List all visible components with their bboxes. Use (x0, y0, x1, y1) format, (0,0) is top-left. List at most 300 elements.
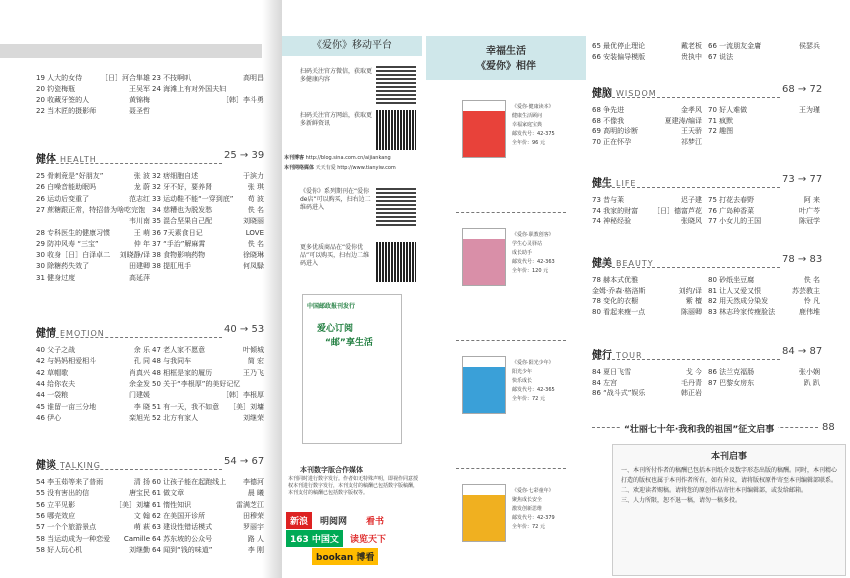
toc-entry (592, 207, 702, 216)
entry-author: 刘继荣 (243, 413, 264, 422)
entry-author: 叶广芩 (799, 206, 820, 215)
entry-title: 56 哪壳效应 (36, 511, 76, 520)
entry-title: 64 苏东坡的公众号 (152, 534, 213, 543)
entry-author: 刘继勤 (129, 545, 150, 554)
entry-title: 69 高明的诊断 (592, 127, 639, 135)
toc-entry (708, 117, 820, 126)
entry-author: 阿 来 (803, 196, 820, 204)
entry-title: 66 一流朋友金庸 (708, 42, 762, 50)
section-range-wisdom: 68 → 72 (782, 84, 823, 95)
entry-author: ［日］德富芦花 (653, 206, 702, 215)
section-title-health: 健体 HEALTH (36, 154, 97, 165)
toc-entry (708, 287, 820, 296)
web-media-line: 本刊网络媒体 天天有爱 http://www.tianyiw.com (284, 165, 396, 171)
entry-title: 78 赫本式优雅 (592, 276, 639, 284)
page-gutter (262, 0, 282, 578)
entry-title: 27 蔗糖跟正常，特招普为啥吃完饱 (36, 205, 146, 214)
toc-entry (708, 308, 820, 317)
entry-author: 侯瑟兵 (799, 42, 820, 50)
toc-entry (152, 217, 264, 226)
toc-entry (708, 207, 820, 216)
wechat-text: 扫码关注官方微信，获取更多健康内容 (300, 68, 373, 83)
entry-author: 王天骄 (681, 127, 702, 135)
entry-author: 田穆荣 (243, 511, 264, 520)
entry-author: 毛丹青 (681, 378, 702, 387)
entry-title: 72 趣图 (708, 127, 734, 135)
entry-author: 刘晓静/译 (119, 251, 150, 260)
entry-author: 苟 波 (247, 194, 264, 203)
magazine-title: 《爱你·阳光少年》 (512, 360, 554, 366)
section-range-health: 25 → 39 (224, 150, 265, 161)
magazine-d2: 激发创新思维 (512, 506, 543, 512)
entry-title: 70 好人难做 (708, 106, 748, 114)
entry-title: 38 提肛甩手 (152, 262, 192, 271)
section-rule (592, 267, 780, 268)
entry-title: 31 健身过度 (36, 273, 76, 282)
toc-entry (152, 414, 264, 423)
toc-entry (592, 42, 702, 51)
magazine-d1: 阳光少年 (512, 369, 533, 375)
entry-author: 田建卿 (129, 262, 150, 271)
magazine-d4: 全年价：72 元 (512, 524, 545, 530)
toc-entry (708, 368, 820, 377)
entry-author: 张 波 (133, 172, 150, 180)
toc-entry (592, 106, 702, 115)
toc-entry (152, 85, 264, 94)
toc-entry (36, 546, 150, 555)
entry-title: 金姆·乔森·格洛斯 (592, 286, 646, 295)
section-range-beauty: 78 → 83 (782, 254, 823, 265)
entry-author: 李 晓 (133, 402, 150, 411)
magazine-divider (456, 468, 566, 469)
entry-author: 于滨力 (243, 172, 264, 180)
toc-entry (152, 403, 264, 412)
entry-author: 高延萍 (129, 273, 150, 282)
toc-entry (36, 369, 150, 378)
entry-author: ［韩］李斗勇 (222, 96, 264, 104)
entry-title: 48 与我同车 (152, 357, 192, 366)
entry-author: Camille (123, 534, 150, 543)
entry-author: 萌 萩 (133, 523, 150, 532)
magazine-family-panel (426, 36, 586, 578)
toc-entry (152, 501, 264, 510)
top-bar (0, 44, 276, 58)
notice-title: 本刊启事 (710, 452, 747, 462)
magazine-cover (462, 484, 506, 542)
magazine-d2: 幸福家庭宝典 (512, 122, 543, 128)
entry-author: 晨 曦 (247, 489, 264, 498)
magazine-title: 《爱你·职教创客》 (512, 232, 554, 238)
entry-author: 戴老板 (681, 42, 702, 50)
entry-title: 80 砂纸坐豆腐 (708, 276, 755, 284)
toc-entry (36, 251, 150, 260)
entry-title: 38 食物影响药物 (152, 251, 206, 260)
toc-entry (36, 229, 150, 238)
entry-title: 22 当木匠的摄影师 (36, 107, 97, 115)
section-rule (36, 337, 222, 338)
toc-entry (36, 346, 150, 355)
magazine-d3: 邮发代号：42-375 (512, 131, 555, 137)
entry-title: 77 小女儿的王国 (708, 217, 762, 225)
platform-title: 《爱你》移动平台 (282, 36, 422, 56)
toc-entry (36, 357, 150, 366)
entry-title: 56 立平见影 (36, 500, 76, 509)
toc-entry (36, 501, 150, 510)
entry-title: 83 林志玲家传瘦脸法 (708, 307, 776, 316)
toc-entry (152, 346, 264, 355)
notice-box (612, 444, 846, 576)
entry-title: 71 疯默 (708, 116, 734, 125)
magazine-d1: 学生心灵驿站 (512, 241, 543, 247)
toc-entry (152, 489, 264, 498)
entry-title: 20 收藏牙签的人 (36, 96, 90, 104)
toc-entry (592, 297, 702, 306)
entry-title: 75 打花去春野 (708, 196, 755, 204)
postal-ad (302, 294, 402, 444)
entry-author: 刘晓丽 (243, 217, 264, 226)
entry-author: 孔 同 (133, 357, 150, 366)
section-rule (592, 187, 780, 188)
entry-author: 王吴军 (129, 85, 150, 93)
magazine-d3: 邮发代号：42-363 (512, 259, 555, 265)
blog-line: 本刊博客 http://blog.sina.com.cn/aijiankang (284, 155, 391, 161)
section-range-talking: 54 → 67 (224, 456, 265, 467)
entry-author: 何凤騄 (243, 262, 264, 271)
notice-body (613, 462, 845, 510)
toc-entry (592, 53, 702, 62)
section-rule (592, 97, 780, 98)
entry-title: 86 法兰克福肠 (708, 368, 755, 376)
postal-slogan-2: “邮”享生活 (325, 338, 373, 348)
entry-author: 张小娴 (799, 368, 820, 376)
toc-entry (152, 512, 264, 521)
toc-entry (152, 206, 264, 215)
entry-author: 佚 名 (247, 205, 264, 214)
shop-text: 《爱你》系列期刊在“爱你de店”可以购买，扫右边二维码进入 (300, 188, 371, 211)
toc-entry (592, 389, 702, 398)
toc-entry (36, 380, 150, 389)
entry-author: 雷满芝江 (236, 500, 264, 509)
magazine-d3: 邮发代号：42-379 (512, 515, 555, 521)
entry-title: 34 慈糟也为脱发愁 (152, 205, 213, 214)
toc-entry (36, 512, 150, 521)
logo-163: 163 中国文 (286, 530, 343, 547)
toc-entry (592, 196, 702, 205)
essay-page: 88 (822, 422, 835, 433)
toc-entry (592, 379, 702, 388)
entry-title: 74 我家的财富 (592, 206, 639, 215)
entry-author: 李 刚 (247, 545, 264, 554)
toc-entry (36, 535, 150, 544)
entry-author: 范志红 (129, 194, 150, 203)
entry-title: 55 没有害出的信 (36, 489, 90, 498)
entry-author: 清 扬 (133, 478, 150, 486)
logo-bookan: bookan 博看 (312, 548, 378, 565)
toc-entry (36, 74, 150, 83)
entry-title: 51 有一天，我不如意 (152, 402, 220, 411)
section-range-emotion: 40 → 53 (224, 324, 265, 335)
family-header: 幸福生活 《爱你》相伴 (426, 36, 586, 80)
entry-author: ［美］刘墉 (229, 402, 264, 411)
entry-title: 67 说法 (708, 53, 734, 61)
toc-entry (36, 240, 150, 249)
entry-title: 48 相框是家的履历 (152, 368, 213, 377)
toc-entry (708, 297, 820, 306)
entry-author: 高明昌 (243, 74, 264, 82)
entry-title: 36 7天素食日记 (152, 228, 203, 237)
magazine-d4: 全年价：120 元 (512, 268, 549, 274)
section-range-life: 73 → 77 (782, 174, 823, 185)
entry-title: 52 北方有家人 (152, 413, 199, 422)
entry-title: 73 昔与莱 (592, 196, 625, 204)
postal-logo: 中国邮政报刊发行 (307, 303, 356, 310)
entry-title: 68 不像我 (592, 116, 625, 125)
magazine-divider (456, 212, 566, 213)
entry-title: 23 不技啊叭 (152, 74, 192, 82)
toc-entry (152, 369, 264, 378)
entry-author: 张 琪 (247, 183, 264, 192)
magazine-d4: 全年价：72 元 (512, 396, 545, 402)
section-rule (592, 359, 780, 360)
notice-p3: 三、人力所限，恕不退一稿，请勿一稿多投。 (621, 497, 742, 504)
magazine-cover (462, 228, 506, 286)
toc-entry (36, 262, 150, 271)
entry-author: 怜 凡 (803, 297, 820, 305)
entry-title: 84 夏日飞雪 (592, 368, 632, 376)
entry-author: ［韩］李根厚 (222, 391, 264, 400)
toc-entry (152, 183, 264, 192)
entry-author: 趴 趴 (803, 378, 820, 387)
toc-entry (36, 172, 150, 181)
toc-entry (152, 240, 264, 249)
section-title-wisdom: 健脑 WISDOM (592, 88, 657, 99)
entry-title: 70 正在怀孕 (592, 137, 632, 146)
entry-title: 57 一个个旅游景点 (36, 523, 97, 532)
toc-entry (36, 274, 150, 283)
toc-entry (708, 53, 820, 62)
entry-author: ［日］河合隼雄 (101, 74, 150, 82)
entry-author: 聂圣哲 (129, 107, 150, 115)
toc-entry (36, 183, 150, 192)
toc-entry (152, 478, 264, 487)
toc-entry (592, 368, 702, 377)
entry-title: 54 李玉茹等来了普雨 (36, 478, 104, 486)
entry-author: 路 人 (247, 534, 264, 543)
media-text: 本刊同时进行数字发行。作者如无特殊声明，即视作同意授权本刊进行数字发行，本刊支付的稿酬已包括数字版稿酬，本刊支付的稿酬已包括数字版权等。 (288, 476, 419, 496)
entry-author: 叶倾城 (243, 346, 264, 354)
entry-title: 44 一袋粮 (36, 391, 69, 400)
entry-title: 64 闻到“钱的味道” (152, 545, 213, 554)
toc-entry (592, 117, 702, 126)
entry-title: 42 草帽歌 (36, 368, 69, 377)
toc-entry (36, 107, 150, 116)
entry-title: 33 运动鞋不能“一穿到底” (152, 194, 234, 203)
entry-title: 44 给你农夫 (36, 379, 76, 388)
entry-author: 王乃飞 (243, 368, 264, 377)
toc-entry (152, 357, 264, 366)
logo-dulan: 读览天下 (350, 535, 387, 545)
entry-author: 迟子建 (681, 196, 702, 204)
toc-entry (708, 127, 820, 136)
toc-entry (36, 478, 150, 487)
toc-entry (592, 287, 702, 296)
entry-author: 仲 年 (133, 239, 150, 248)
entry-author: 龙 蔚 (133, 183, 150, 192)
shop-qr-icon (376, 186, 416, 226)
toc-entry (708, 196, 820, 205)
entry-title: 37 “手治”解麻霄 (152, 239, 206, 248)
toc-entry (708, 217, 820, 226)
entry-title: 58 当运动成为一种恋爱 (36, 534, 111, 543)
entry-author: 张晓风 (681, 217, 702, 225)
entry-title: 78 变化的衣橱 (592, 297, 639, 305)
entry-author: 韦川南 (129, 217, 150, 226)
entry-author: 陈冠学 (799, 217, 820, 225)
toc-entry (708, 106, 820, 115)
entry-author: 金孝风 (681, 106, 702, 114)
entry-title: 60 让孩子能在起跑线上 (152, 478, 227, 486)
entry-title: 76 广岛种香菜 (708, 206, 755, 215)
entry-title: 32 痞细胞自述 (152, 172, 199, 180)
goods-text: 更多优质商品在“爱你优品”可以购买，扫右边二维码进入 (300, 244, 370, 267)
entry-title: 81 让人又爱又恨 (708, 286, 762, 295)
toc-entry (36, 206, 150, 215)
entry-title: 26 白噪音能助眠吗 (36, 183, 97, 192)
entry-title: 20 钓瓷梅瓶 (36, 85, 76, 93)
toc-entry (708, 379, 820, 388)
postal-slogan-1: 爱心订阅 (317, 324, 354, 334)
entry-author: 罗丽宇 (243, 523, 264, 532)
toc-entry (152, 546, 264, 555)
entry-title: 50 关于“李根厚”的美好记忆 (152, 379, 241, 388)
entry-title: 26 运动后变重了 (36, 194, 90, 203)
entry-author: 紫 檀 (685, 297, 702, 305)
toc-entry (152, 229, 264, 238)
toc-entry (592, 308, 702, 317)
entry-title: 61 惰性知识 (152, 500, 192, 509)
entry-author: 戈 今 (685, 368, 702, 376)
section-title-beauty: 健美 BEAUTY (592, 258, 654, 269)
entry-author: 佚 名 (247, 239, 264, 248)
magazine-cover (462, 356, 506, 414)
toc-entry (592, 276, 702, 285)
entry-author: 余金发 (129, 379, 150, 388)
toc-entry (36, 403, 150, 412)
entry-author: 唐宝民 (129, 489, 150, 498)
section-range-tour: 84 → 87 (782, 346, 823, 357)
toc-entry (152, 74, 264, 83)
entry-author: 刘约/译 (678, 286, 702, 295)
toc-entry (152, 195, 264, 204)
toc-entry (36, 195, 150, 204)
entry-title: 32 牙不好，要养肾 (152, 183, 213, 192)
section-title-talking: 健谈 TALKING (36, 460, 101, 471)
website-text: 扫码关注官方网站，获取更多新鲜资讯 (300, 112, 373, 127)
toc-entry (36, 489, 150, 498)
entry-title: 42 与妈妈相爱相斗 (36, 357, 97, 366)
entry-title: 46 伊心 (36, 413, 62, 422)
toc-entry (708, 276, 820, 285)
magazine-d1: 健康生活顾问 (512, 113, 543, 119)
entry-author: 韩正岩 (681, 389, 702, 397)
entry-author: 贵执中 (681, 53, 702, 61)
entry-title: 45 谁留一亩三分地 (36, 402, 97, 411)
media-title: 本刊数字版合作媒体 (300, 466, 363, 474)
entry-title: 47 老人家不愿意 (152, 346, 206, 354)
entry-title: 24 海滩上有对外国夫妇 (152, 85, 227, 93)
logo-kanshu: 看书 (366, 517, 385, 527)
toc-entry (36, 96, 150, 105)
magazine-divider (456, 340, 566, 341)
section-title-tour: 健行 TOUR (592, 350, 643, 361)
magazine-d4: 全年价：96 元 (512, 140, 545, 146)
entry-author: 黄锦梅 (129, 96, 150, 104)
entry-title: 74 神秘经验 (592, 217, 632, 225)
entry-author: 文 翰 (133, 511, 150, 520)
entry-title: 28 专科医生的健康习惯 (36, 228, 111, 237)
essay-banner: “壮丽七十年·我和我的祖国”征文启事 (620, 422, 778, 435)
toc-entry (36, 523, 150, 532)
entry-title: 84 左宫 (592, 378, 618, 387)
entry-author: 门建媛 (129, 391, 150, 400)
entry-title: 61 做文章 (152, 489, 185, 498)
logo-mingyue: 明阅网 (320, 517, 348, 527)
entry-author: 徐晓琳 (243, 251, 264, 260)
magazine-d2: 成长助手 (512, 250, 533, 256)
entry-author: 栾旭光 (129, 413, 150, 422)
entry-title: 82 用天然成分染发 (708, 297, 769, 305)
toc-entry (592, 217, 702, 226)
entry-author: ［美］刘墉 (115, 500, 150, 509)
toc-entry (152, 523, 264, 532)
entry-title: 58 好人玩心机 (36, 545, 83, 554)
toc-entry (152, 380, 264, 389)
entry-title: 65 最优停止理论 (592, 42, 646, 50)
toc-entry (152, 535, 264, 544)
entry-title: 86 “战斗式”娱乐 (592, 389, 646, 397)
entry-author: 佚 名 (803, 276, 820, 284)
entry-author: 鹿伟堆 (799, 307, 820, 316)
entry-author: 苏芸教主 (792, 286, 820, 295)
toc-entry (592, 127, 702, 136)
entry-title: 29 防冲风寿 “三宝” (36, 239, 99, 248)
toc-entry (36, 414, 150, 423)
entry-title: 62 在美国开诊所 (152, 511, 206, 520)
magazine-d1: 聚焦成长安全 (512, 497, 543, 503)
section-title-life: 健生 LIFE (592, 178, 637, 189)
logo-sina: 新浪 (286, 512, 312, 529)
toc-entry (152, 251, 264, 260)
entry-author: 余 乐 (133, 346, 150, 354)
entry-author: 祁梦江 (681, 137, 702, 146)
entry-title: 40 父子之战 (36, 346, 76, 354)
entry-author: 夏建涛/编译 (664, 116, 702, 125)
entry-author: LOVE (245, 228, 264, 237)
section-rule (36, 469, 222, 470)
entry-title: 87 巴黎女房东 (708, 378, 755, 387)
section-rule (36, 163, 222, 164)
entry-title: 30 收身［日］白泽卓二 (36, 251, 111, 260)
mobile-platform-panel (282, 36, 422, 578)
notice-p1: 一、本刊所付作者的稿酬已包括本刊纸介及数字形态出版的稿酬。同时，本刊精心打造的版权也属于本刊作者所有，如有异议，请将版权原件寄至本刊编辑部联系。 (621, 467, 838, 484)
toc-entry (152, 172, 264, 181)
section-title-emotion: 健情 EMOTION (36, 328, 105, 339)
website-qr-icon (376, 110, 416, 150)
toc-entry (152, 262, 264, 271)
entry-author: 王 萌 (133, 228, 150, 237)
toc-entry (36, 85, 150, 94)
goods-qr-icon (376, 242, 416, 282)
